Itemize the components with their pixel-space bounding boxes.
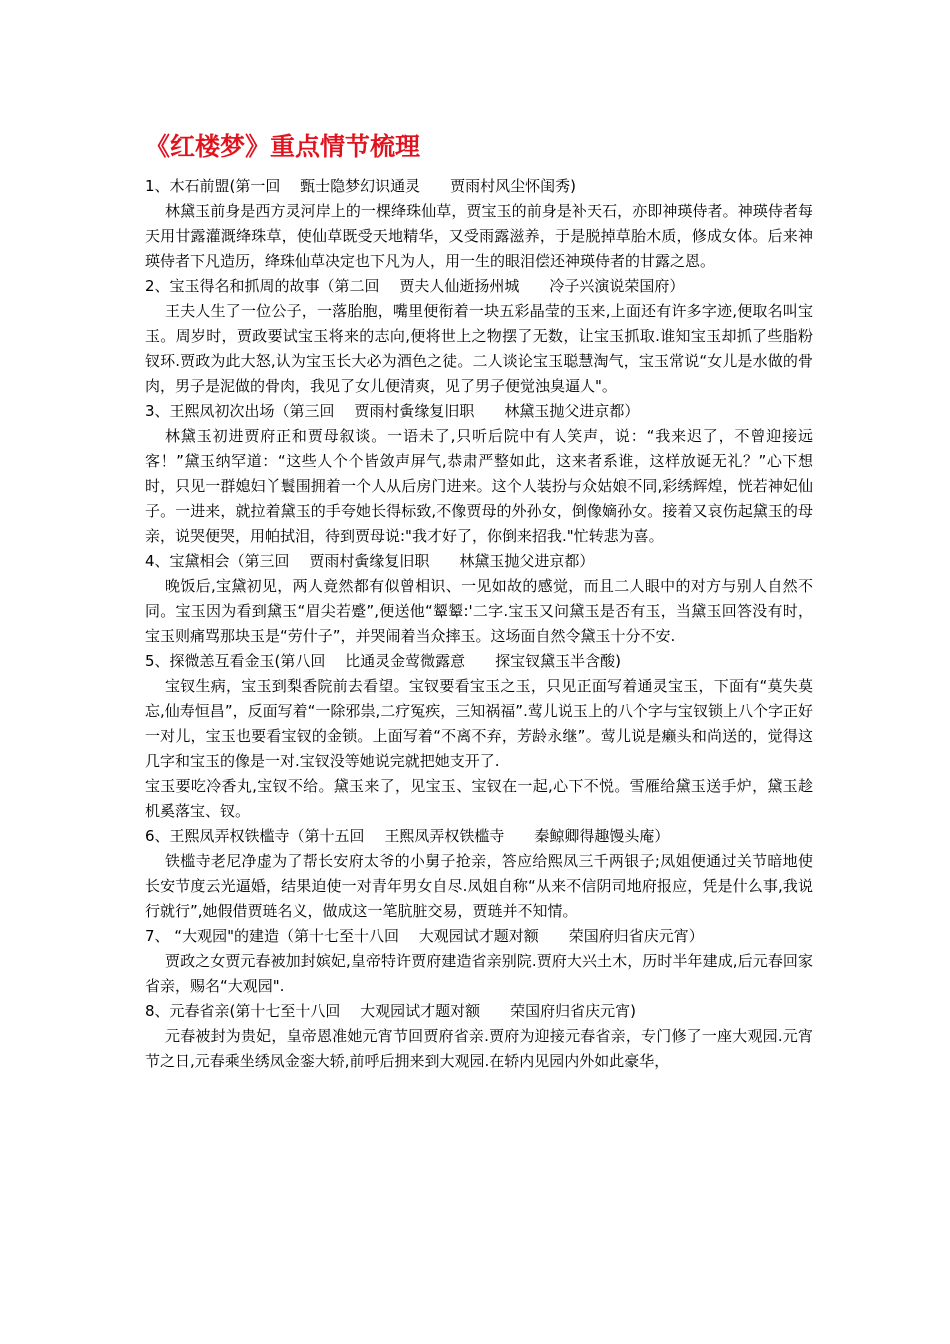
section-paragraph: 元春被封为贵妃，皇帝恩准她元宵节回贾府省亲.贾府为迎接元春省亲，专门修了一座大观园.元宵节之日,元春乘坐绣凤金銮大轿,前呼后拥来到大观园.在轿内见园内外如此豪华， (145, 1027, 813, 1070)
section-heading: 7、 “大观园"的建造（第十七至十八回 大观园试才题对额 荣国府归省庆元宵） (145, 927, 704, 945)
section-heading: 4、宝黛相会（第三回 贾雨村夤缘复旧职 林黛玉抛父进京都） (145, 552, 595, 570)
section-1 (145, 174, 813, 274)
section-heading: 5、探微恙互看金玉(第八回 比通灵金莺微露意 探宝钗黛玉半含酸) (145, 652, 622, 670)
section-7 (145, 924, 813, 999)
section-6 (145, 824, 813, 924)
section-paragraph: 晚饭后,宝黛初见，两人竟然都有似曾相识、一见如故的感觉，而且二人眼中的对方与别人自然不同。宝玉因为看到黛玉“眉尖若蹙”,便送他“颦颦:'二字.宝玉又问黛玉是否有玉，当黛玉回答没有时，宝玉则痛骂那块玉是“劳什子”，并哭闹着当众摔玉。这场面自然令黛玉十分不安. (145, 577, 813, 645)
section-2 (145, 274, 813, 399)
document-page (145, 128, 813, 1074)
section-3 (145, 399, 813, 549)
section-paragraph: 宝钗生病，宝玉到梨香院前去看望。宝钗要看宝玉之玉，只见正面写着通灵宝玉，下面有“莫失莫忘,仙寿恒昌”，反面写着“一除邪祟,二疗冤疾，三知祸福”.莺儿说玉上的八个字与宝钗锁上八个字正好一对儿，宝玉也要看宝钗的金锁。上面写着“不离不弃，芳龄永继”。莺儿说是癞头和尚送的，觉得这几字和宝玉的像是一对.宝钗没等她说完就把她支开了. (145, 677, 813, 770)
section-paragraph: 宝玉要吃冷香丸,宝钗不给。黛玉来了，见宝玉、宝钗在一起,心下不悦。雪雁给黛玉送手炉，黛玉趁机奚落宝、钗。 (145, 777, 813, 820)
section-heading: 2、宝玉得名和抓周的故事（第二回 贾夫人仙逝扬州城 冷子兴演说荣国府） (145, 277, 685, 295)
section-paragraph: 贾政之女贾元春被加封嫔妃,皇帝特许贾府建造省亲别院.贾府大兴土木，历时半年建成,后元春回家省亲，赐名“大观园". (145, 952, 813, 995)
section-4 (145, 549, 813, 649)
section-heading: 3、王熙凤初次出场（第三回 贾雨村夤缘复旧职 林黛玉抛父进京都） (145, 402, 640, 420)
section-heading: 6、王熙凤弄权铁槛寺（第十五回 王熙凤弄权铁槛寺 秦鲸卿得趣馒头庵） (145, 827, 670, 845)
section-heading: 1、木石前盟(第一回 甄士隐梦幻识通灵 贾雨村风尘怀闺秀) (145, 177, 577, 195)
section-paragraph: 林黛玉前身是西方灵河岸上的一棵绛珠仙草，贾宝玉的前身是补天石，亦即神瑛侍者。神瑛侍者每天用甘露灌溉绛珠草，使仙草既受天地精华，又受雨露滋养，于是脱掉草胎木质，修成女体。后来神瑛侍者下凡造历，绛珠仙草决定也下凡为人，用一生的眼泪偿还神瑛侍者的甘露之恩。 (145, 202, 813, 270)
page-title: 《红楼梦》重点情节梳理 (145, 132, 421, 161)
section-paragraph: 铁槛寺老尼净虚为了帮长安府太爷的小舅子抢亲，答应给熙凤三千两银子;凤姐便通过关节暗地使长安节度云光逼婚，结果迫使一对青年男女自尽.凤姐自称“从来不信阴司地府报应，凭是什么事,我说行就行”,她假借贾琏名义，做成这一笔肮脏交易，贾琏并不知情。 (145, 852, 813, 920)
section-heading: 8、元春省亲(第十七至十八回 大观园试才题对额 荣国府归省庆元宵) (145, 1002, 637, 1020)
section-8 (145, 999, 813, 1074)
section-5 (145, 649, 813, 824)
section-paragraph: 林黛玉初进贾府正和贾母叙谈。一语未了,只听后院中有人笑声，说：“我来迟了，不曾迎接远客！”黛玉纳罕道：“这些人个个皆敛声屏气,恭肃严整如此，这来者系谁，这样放诞无礼？”心下想时，只见一群媳妇丫鬟围拥着一个人从后房门进来。这个人装扮与众姑娘不同,彩绣辉煌，恍若神妃仙子。一进来，就拉着黛玉的手夸她长得标致,不像贾母的外孙女，倒像嫡孙女。接着又哀伤起黛玉的母亲，说哭便哭，用帕拭泪，待到贾母说:"我才好了，你倒来招我."忙转悲为喜。 (145, 427, 813, 545)
section-paragraph: 王夫人生了一位公子，一落胎胞，嘴里便衔着一块五彩晶莹的玉来,上面还有许多字迹,便取名叫宝玉。周岁时，贾政要试宝玉将来的志向,便将世上之物摆了无数，让宝玉抓取.谁知宝玉却抓了些脂粉钗环.贾政为此大怒,认为宝玉长大必为酒色之徒。二人谈论宝玉聪慧淘气，宝玉常说“女儿是水做的骨肉，男子是泥做的骨肉，我见了女儿便清爽，见了男子便觉浊臭逼人"。 (145, 302, 813, 395)
